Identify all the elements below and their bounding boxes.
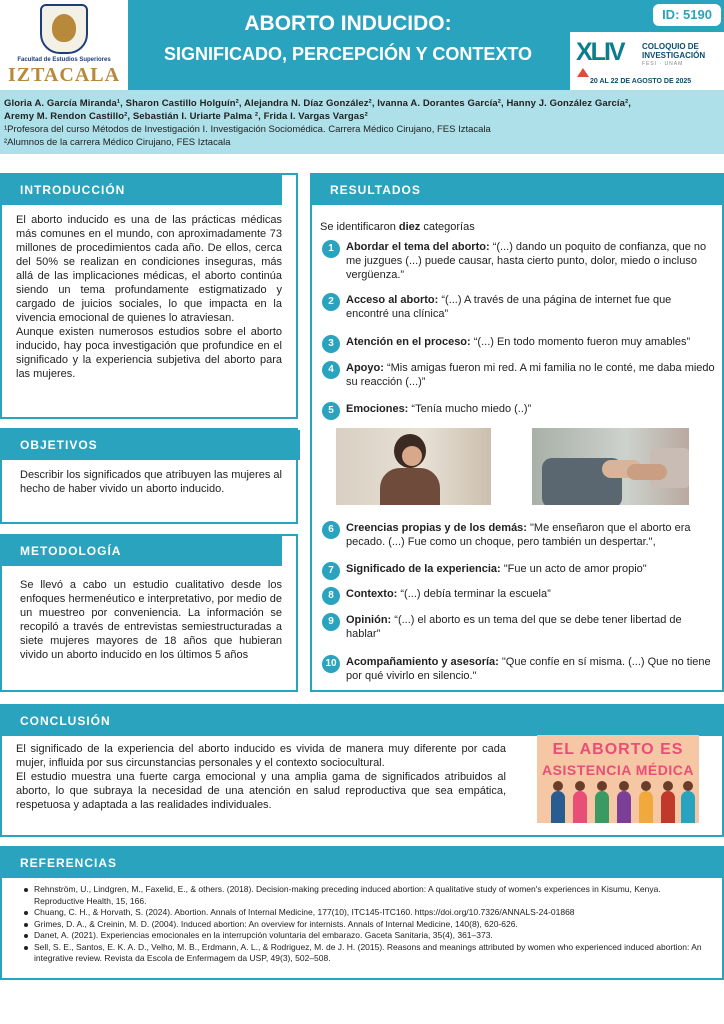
metodologia-heading: METODOLOGÍA	[2, 536, 282, 566]
metodologia-body: Se llevó a cabo un estudio cualitativo desde los enfoques hermenéutico e interpretativo, por medio de un muestreo por conveniencia. La información se recopiló a través de entrevistas semiestructuradas a siete mujeres mayores de 18 años que hubieran vivido un aborto inducido en los últimos 5 años	[20, 579, 282, 661]
person-figure-icon	[681, 791, 695, 823]
person-face-shape	[402, 446, 422, 466]
fes-iztacala-logo	[0, 0, 128, 90]
illustration-line1: EL ABORTO ES	[552, 741, 684, 758]
result-number: 10	[322, 655, 340, 673]
authors-band	[0, 90, 724, 154]
objetivos-section	[0, 428, 298, 524]
person-figure-icon	[617, 791, 631, 823]
result-text	[346, 655, 716, 683]
reference-item: Chuang, C. H., & Horvath, S. (2024). Abortion. Annals of Internal Medicine, 177(10), ITC145-ITC160. https://doi.org/10.7326/ANNALS-24-01868	[22, 907, 712, 919]
result-number: 1	[322, 240, 340, 258]
result-number: 5	[322, 402, 340, 420]
result-quote: “(...) el aborto es un tema del que se debe tener libertad de hablar”	[346, 614, 682, 640]
result-text	[346, 335, 716, 349]
introduccion-p2: Aunque existen numerosos estudios sobre el aborto inducido, hay poca investigación que profundice en el significado y la experiencia subjetiva del aborto para las mujeres.	[16, 326, 282, 380]
result-quote: "Que confíe en sí misma. (...) Que no tiene por qué vivirlo en silencio."	[346, 656, 711, 682]
reference-item: Rehnström, U., Lindgren, M., Faxelid, E., & others. (2018). Decision-making preceding induced abortion: A qualitative study of women's experiences in Kisumu, Kenya. Reproductive Health, 15, 166.	[22, 884, 712, 907]
result-quote: "Me enseñaron que el aborto era pecado. (...) Fue como un choque, pero también un despertar.",	[346, 522, 691, 548]
person-figure-icon	[551, 791, 565, 823]
poster-title-line2: SIGNIFICADO, PERCEPCIÓN Y CONTEXTO	[163, 44, 533, 64]
coloquio-line1: COLOQUIO DE	[642, 42, 699, 51]
result-number: 9	[322, 613, 340, 631]
holding-hands-photo	[532, 428, 689, 505]
resultados-heading: RESULTADOS	[312, 175, 724, 205]
result-text	[346, 587, 716, 601]
result-quote: "Fue un acto de amor propio"	[500, 563, 647, 575]
asistencia-medica-illustration	[537, 735, 699, 823]
result-label: Apoyo:	[346, 362, 384, 374]
result-text	[346, 562, 716, 576]
metodologia-section	[0, 534, 298, 692]
conclusion-p1: El significado de la experiencia del aborto inducido es vivida de manera muy diferente por cada mujer, influida por sus circunstancias personales y el contexto sociocultural.	[16, 743, 506, 769]
result-quote: “(...) dando un poquito de confianza, que no me juzgues (...) puede causar, hasta cierto punto, dolor, miedo o incluso vergüenza.”	[346, 241, 707, 281]
references-list	[22, 884, 712, 965]
coloquio-mark	[576, 38, 624, 67]
result-number: 3	[322, 335, 340, 353]
coloquio-line3: FESI · UNAM	[642, 61, 684, 67]
result-text	[346, 293, 716, 321]
result-number: 2	[322, 293, 340, 311]
poster-header	[0, 0, 724, 90]
person-body-shape	[380, 468, 440, 505]
result-label: Creencias propias y de los demás:	[346, 522, 527, 534]
reference-item: Sell, S. E., Santos, E. K. A. D., Velho, M. B., Erdmann, A. L., & Rodriguez, M. de J. H. (2015). Reasons and meanings attributed by women who experienced induced abortion: An integrative review. Revista da Escola de Enfermagem da USP, 49(3), 502–508.	[22, 942, 712, 965]
coloquio-logo	[570, 32, 724, 90]
result-label: Significado de la experiencia:	[346, 563, 501, 575]
result-label: Emociones:	[346, 403, 409, 415]
reference-item: Danet, A. (2021). Experiencias emocionales en la interrupción voluntaria del embarazo. Gaceta Sanitaria, 35(4), 361–373.	[22, 930, 712, 942]
result-label: Opinión:	[346, 614, 392, 626]
coloquio-date: 20 AL 22 DE AGOSTO DE 2025	[590, 78, 692, 85]
unam-shield-icon	[40, 4, 88, 54]
resultados-intro	[320, 221, 475, 233]
result-number: 4	[322, 361, 340, 379]
person-figure-icon	[639, 791, 653, 823]
objetivos-body: Describir los significados que atribuyen las mujeres al hecho de haber vivido un aborto inducido.	[20, 469, 282, 495]
reference-item: Grimes, D. A., & Creinin, M. D. (2004). Induced abortion: An overview for internists. Annals of Internal Medicine, 140(8), 620-626.	[22, 919, 712, 931]
introduccion-section	[0, 173, 298, 419]
result-quote: “Mis amigas fueron mi red. A mi familia no le conté, me daba miedo su reacción (...)”	[346, 362, 715, 388]
result-label: Abordar el tema del aborto:	[346, 241, 490, 253]
result-quote: “(...) debía terminar la escuela”	[397, 588, 551, 600]
coloquio-mark-text: XLIV	[576, 38, 624, 66]
result-quote: “(...) En todo momento fueron muy amables”	[470, 336, 691, 348]
person-figure-icon	[595, 791, 609, 823]
illustration-line2: ASISTENCIA MÉDICA	[542, 762, 694, 778]
result-label: Acceso al aborto:	[346, 294, 439, 306]
objetivos-heading: OBJETIVOS	[2, 430, 300, 460]
result-quote: “Tenía mucho miedo (..)”	[408, 403, 532, 415]
id-badge: ID: 5190	[653, 4, 721, 26]
result-text	[346, 240, 716, 282]
result-text	[346, 613, 716, 641]
conclusion-heading: CONCLUSIÓN	[2, 706, 724, 736]
referencias-heading: REFERENCIAS	[2, 848, 724, 878]
authors-line1: Gloria A. García Miranda¹, Sharon Castillo Holguín², Alejandra N. Díaz González², Ivanna A. Dorantes García², Hanny J. González García²,	[4, 98, 632, 109]
introduccion-heading: INTRODUCCIÓN	[2, 175, 282, 205]
conclusion-p2: El estudio muestra una fuerte carga emocional y una amplia gama de significados atribuidos al aborto, lo que subraya la necesidad de una atención en salud reproductiva que sea empática, respetuosa y adaptada a las realidades individuales.	[16, 771, 506, 811]
result-text	[346, 402, 716, 416]
result-number: 6	[322, 521, 340, 539]
result-quote: “(...) A través de una página de internet fue que encontré una clínica”	[346, 294, 672, 320]
person-figure-icon	[573, 791, 587, 823]
introduccion-p1: El aborto inducido es una de las prácticas médicas más comunes en el mundo, con aproximadamente 73 millones de procedimientos cada año. De ellos, cerca del 50% se realizan en condiciones inseguras, más allá de las implicaciones médicas, el aborto continúa siendo un tema profundamente estigmatizado y cargado de juicios sociales, lo que impacta en la vivencia emocional de quienes lo atraviesan.	[16, 214, 282, 324]
result-label: Atención en el proceso:	[346, 336, 471, 348]
result-text	[346, 361, 716, 389]
coloquio-line2: INVESTIGACIÓN	[642, 51, 706, 60]
introduccion-body	[16, 213, 282, 381]
result-label: Contexto:	[346, 588, 398, 600]
resultados-intro-post: categorías	[420, 221, 475, 233]
affiliation-2: ²Alumnos de la carrera Médico Cirujano, FES Iztacala	[4, 137, 231, 148]
affiliation-1: ¹Profesora del curso Métodos de Investigación I. Investigación Sociomédica. Carrera Médico Cirujano, FES Iztacala	[4, 124, 491, 135]
woman-sad-photo	[336, 428, 491, 505]
logo-name: IZTACALA	[7, 64, 121, 86]
result-number: 8	[322, 587, 340, 605]
conclusion-body	[16, 742, 506, 812]
poster-title-line1: ABORTO INDUCIDO:	[244, 12, 452, 35]
person-figure-icon	[661, 791, 675, 823]
authors-line2: Aremy M. Rendon Castillo², Sebastián I. Uriarte Palma ², Frida I. Vargas Vargas²	[4, 111, 368, 122]
result-number: 7	[322, 562, 340, 580]
logo-caption: Facultad de Estudios Superiores	[17, 57, 111, 63]
resultados-intro-bold: diez	[398, 221, 421, 233]
resultados-intro-pre: Se identificaron	[320, 221, 399, 233]
result-label: Acompañamiento y asesoría:	[346, 656, 499, 668]
triangle-icon	[577, 68, 589, 77]
hand-shape	[627, 464, 667, 480]
result-text	[346, 521, 716, 549]
